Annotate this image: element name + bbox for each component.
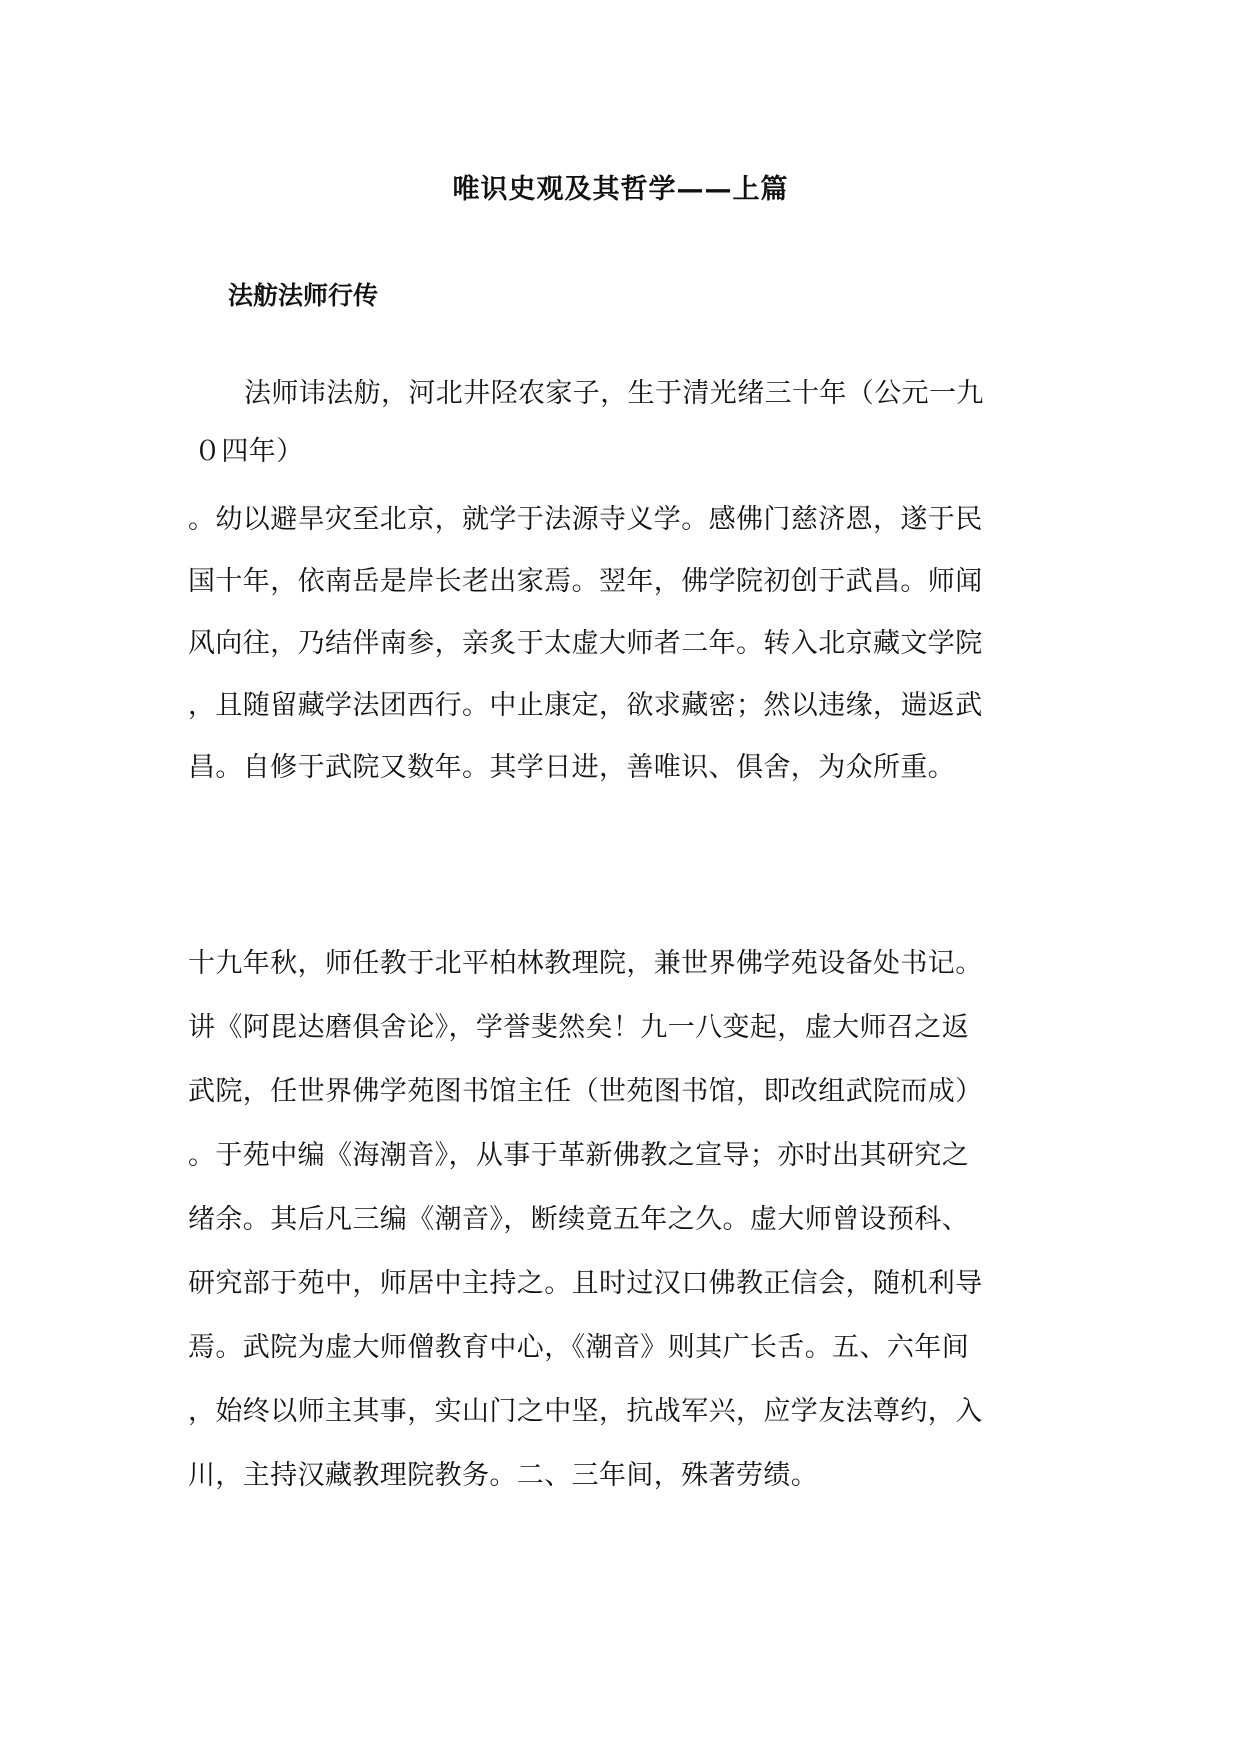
paragraph-line: 焉。武院为虚大师僧教育中心，《潮音》则其广长舌。五、六年间	[188, 1332, 970, 1363]
paragraph-line: 法师讳法舫，河北井陉农家子，生于清光绪三十年（公元一九	[244, 378, 984, 409]
paragraph-line: ，始终以师主其事，实山门之中坚，抗战军兴，应学友法尊约，入	[188, 1396, 983, 1427]
paragraph-line: 讲《阿毘达磨俱舍论》，学誉斐然矣！九一八变起，虚大师召之返	[188, 1012, 970, 1043]
section-heading: 法舫法师行传	[228, 281, 379, 310]
paragraph-line: 武院，任世界佛学苑图书馆主任（世苑图书馆，即改组武院而成）	[188, 1076, 983, 1107]
document-title: 唯识史观及其哲学——上篇	[452, 174, 789, 205]
paragraph-line: ，且随留藏学法团西行。中止康定，欲求藏密；然以违缘，遄返武	[188, 690, 983, 721]
paragraph-line: 。幼以避旱灾至北京，就学于法源寺义学。感佛门慈济恩，遂于民	[188, 504, 983, 535]
paragraph-line: 。于苑中编《海潮音》，从事于革新佛教之宣导；亦时出其研究之	[188, 1140, 970, 1171]
paragraph-line: 川，主持汉藏教理院教务。二、三年间，殊著劳绩。	[188, 1460, 819, 1491]
paragraph-line: 国十年，依南岳是岸长老出家焉。翌年，佛学院初创于武昌。师闻	[188, 566, 983, 597]
paragraph-line: 风向往，乃结伴南参，亲炙于太虚大师者二年。转入北京藏文学院	[188, 628, 983, 659]
paragraph-line: 十九年秋，师任教于北平柏林教理院，兼世界佛学苑设备处书记。	[188, 948, 983, 979]
paragraph-line: 绪余。其后凡三编《潮音》，断续竟五年之久。虚大师曾设预科、	[188, 1204, 970, 1235]
paragraph-line: 昌。自修于武院又数年。其学日进，善唯识、俱舍，为众所重。	[188, 752, 956, 783]
paragraph-line: 研究部于苑中，师居中主持之。且时过汉口佛教正信会，随机利导	[188, 1268, 983, 1299]
paragraph-line: ０四年）	[194, 436, 304, 467]
